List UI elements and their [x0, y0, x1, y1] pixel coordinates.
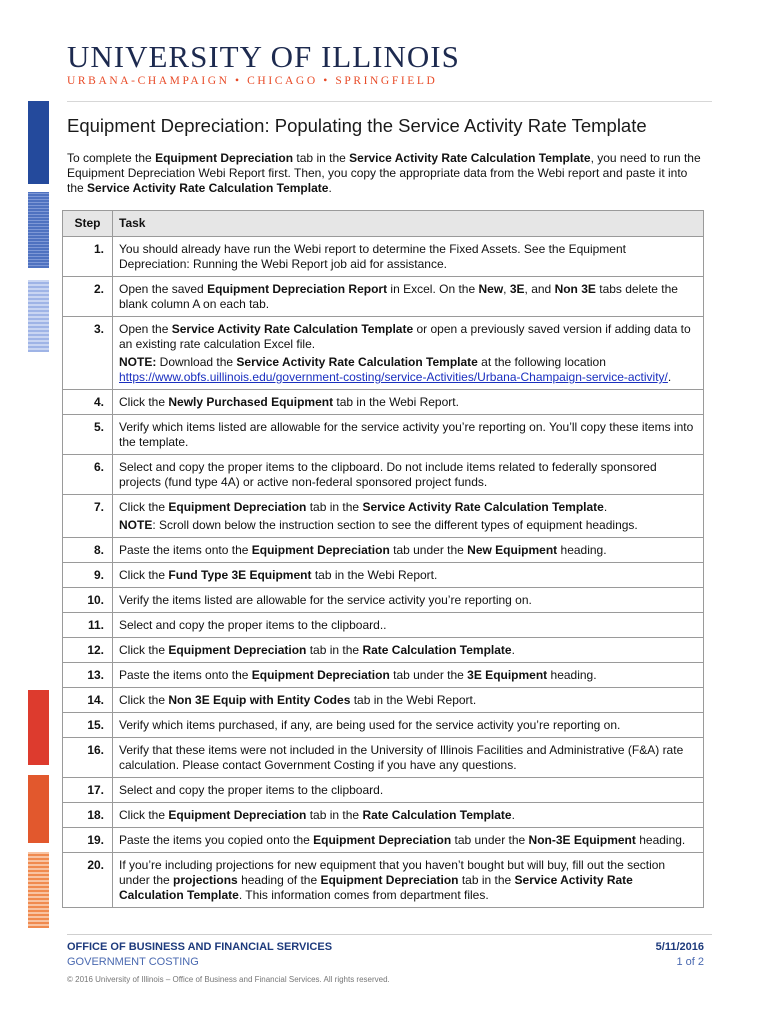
text-run: Download the	[156, 355, 237, 369]
decorative-bar	[28, 852, 49, 928]
task-text	[113, 317, 704, 390]
text-run: Click the	[119, 500, 169, 514]
bold-term: Equipment Depreciation	[313, 833, 452, 847]
text-run: tab in the Webi Report.	[350, 693, 477, 707]
footer-office-name: OFFICE OF BUSINESS AND FINANCIAL SERVICES	[67, 941, 333, 953]
university-logo	[67, 40, 460, 87]
task-text	[113, 588, 704, 613]
task-paragraph	[119, 833, 695, 848]
text-run: tab in the	[293, 151, 350, 165]
copyright-notice: © 2016 University of Illinois – Office of Business and Financial Services. All rights reserved.	[67, 975, 390, 984]
task-paragraph	[119, 718, 695, 733]
bold-term: Fund Type 3E Equipment	[168, 568, 312, 582]
text-run: in Excel. On the	[387, 282, 479, 296]
text-run: Open the	[119, 322, 172, 336]
text-run: Verify that these items were not included in the University of Illinois Facilities and Administrative (F&A) rate calculation. Please contact Government Costing if you have any questions.	[119, 743, 684, 772]
task-text	[113, 663, 704, 688]
task-text	[113, 638, 704, 663]
text-run: Select and copy the proper items to the clipboard.	[119, 783, 384, 797]
table-row	[63, 563, 704, 588]
steps-table	[62, 210, 704, 908]
bold-term: NOTE	[119, 518, 153, 532]
task-paragraph	[119, 500, 695, 515]
bold-term: Rate Calculation Template	[362, 643, 512, 657]
logo-campuses: URBANA-CHAMPAIGN • CHICAGO • SPRINGFIELD	[67, 75, 438, 87]
bold-term: Service Activity Rate Calculation Template	[349, 151, 591, 165]
template-download-link[interactable]: https://www.obfs.uillinois.edu/government-costing/service-Activities/Urbana-Champaign-service-activity/	[119, 370, 668, 384]
text-run: Paste the items you copied onto the	[119, 833, 314, 847]
column-header-task: Task	[113, 211, 704, 237]
bold-term: Equipment Depreciation	[251, 543, 390, 557]
text-run: heading.	[635, 833, 686, 847]
bold-term: Service Activity Rate Calculation Template	[87, 181, 329, 195]
task-paragraph	[119, 460, 695, 490]
table-row	[63, 588, 704, 613]
task-text	[113, 613, 704, 638]
table-row	[63, 613, 704, 638]
bold-term: Service Activity Rate Calculation Template	[171, 322, 414, 336]
text-run: Paste the items onto the	[119, 543, 252, 557]
table-row	[63, 738, 704, 778]
table-row	[63, 277, 704, 317]
step-number: 19.	[63, 828, 113, 853]
text-run: Click the	[119, 808, 169, 822]
text-run: .	[511, 643, 515, 657]
text-run: To complete the	[67, 151, 156, 165]
text-run: .	[511, 808, 515, 822]
text-run: Verify which items purchased, if any, are being used for the service activity you’re reporting on.	[119, 718, 621, 732]
step-number: 4.	[63, 390, 113, 415]
text-run: tab in the Webi Report.	[333, 395, 459, 409]
step-number: 16.	[63, 738, 113, 778]
table-row	[63, 853, 704, 908]
table-row	[63, 778, 704, 803]
footer-unit-name: GOVERNMENT COSTING	[67, 956, 199, 968]
task-paragraph	[119, 858, 695, 903]
column-header-step: Step	[63, 211, 113, 237]
text-run: tab under the	[389, 543, 468, 557]
text-run: tab under the	[389, 668, 468, 682]
task-paragraph	[119, 618, 695, 633]
text-run: tab in the	[458, 873, 515, 887]
decorative-bar	[28, 101, 49, 184]
bold-term: New	[478, 282, 504, 296]
bold-term: 3E Equipment	[467, 668, 548, 682]
bold-term: Newly Purchased Equipment	[168, 395, 334, 409]
footer-left	[67, 940, 332, 970]
step-number: 12.	[63, 638, 113, 663]
bold-term: Service Activity Rate Calculation Template	[236, 355, 478, 369]
text-run: Select and copy the proper items to the clipboard..	[119, 618, 387, 632]
steps-table-body	[63, 237, 704, 908]
bold-term: Service Activity Rate Calculation Template	[119, 873, 633, 902]
task-text	[113, 237, 704, 277]
table-row	[63, 495, 704, 538]
footer-divider	[67, 934, 712, 935]
step-number: 8.	[63, 538, 113, 563]
text-run: at the following location	[477, 355, 606, 369]
task-paragraph	[119, 395, 695, 410]
task-paragraph	[119, 282, 695, 312]
table-row	[63, 317, 704, 390]
text-run: or open a previously saved version if adding data to an existing rate calculation Excel file.	[119, 322, 691, 351]
decorative-bar	[28, 775, 49, 843]
step-number: 15.	[63, 713, 113, 738]
step-number: 6.	[63, 455, 113, 495]
logo-wordmark: UNIVERSITY OF ILLINOIS	[67, 39, 460, 74]
step-number: 17.	[63, 778, 113, 803]
bold-term: Non 3E	[554, 282, 596, 296]
task-text	[113, 455, 704, 495]
intro-paragraph	[67, 151, 707, 196]
task-text	[113, 277, 704, 317]
table-header-row	[63, 211, 704, 237]
task-text	[113, 563, 704, 588]
step-number: 11.	[63, 613, 113, 638]
table-row	[63, 828, 704, 853]
task-text	[113, 415, 704, 455]
text-run: Click the	[119, 643, 169, 657]
text-run: heading of the	[237, 873, 321, 887]
step-number: 13.	[63, 663, 113, 688]
bold-term: Equipment Depreciation	[155, 151, 294, 165]
text-run: Verify which items listed are allowable for the service activity you’re reporting on. You’ll copy these items into the template.	[119, 420, 694, 449]
footer-right	[656, 940, 704, 970]
task-paragraph	[119, 420, 695, 450]
header-divider	[67, 101, 712, 102]
table-row	[63, 688, 704, 713]
bold-term: Equipment Depreciation	[251, 668, 390, 682]
text-run: Paste the items onto the	[119, 668, 252, 682]
bold-term: Non-3E Equipment	[528, 833, 636, 847]
text-run: tab under the	[451, 833, 529, 847]
task-text	[113, 803, 704, 828]
bold-term: Equipment Depreciation Report	[207, 282, 388, 296]
text-run: tab in the	[306, 500, 363, 514]
step-number: 20.	[63, 853, 113, 908]
task-text	[113, 390, 704, 415]
task-paragraph	[119, 668, 695, 683]
bold-term: Service Activity Rate Calculation Template	[362, 500, 604, 514]
step-number: 5.	[63, 415, 113, 455]
task-text	[113, 778, 704, 803]
text-run: .	[667, 370, 672, 384]
text-run: : Scroll down below the instruction section to see the different types of equipment headings.	[152, 518, 638, 532]
task-paragraph	[119, 643, 695, 658]
task-text	[113, 738, 704, 778]
task-text	[113, 495, 704, 538]
text-run: tab in the	[306, 808, 363, 822]
text-run: , and	[524, 282, 555, 296]
page-title: Equipment Depreciation: Populating the Service Activity Rate Template	[67, 115, 647, 136]
text-run: You should already have run the Webi report to determine the Fixed Assets. See the Equipment Depreciation: Running the Webi Report job aid for assistance.	[119, 242, 626, 271]
bold-term: Equipment Depreciation	[168, 643, 307, 657]
step-number: 10.	[63, 588, 113, 613]
page-number: 1 of 2	[676, 956, 704, 968]
table-row	[63, 663, 704, 688]
bold-term: NOTE:	[119, 355, 157, 369]
text-run: .	[328, 181, 332, 195]
step-number: 3.	[63, 317, 113, 390]
table-row	[63, 415, 704, 455]
text-run: tab in the Webi Report.	[311, 568, 438, 582]
bold-term: 3E	[509, 282, 525, 296]
step-number: 9.	[63, 563, 113, 588]
bold-term: Equipment Depreciation	[168, 500, 307, 514]
table-row	[63, 638, 704, 663]
task-paragraph	[119, 355, 695, 385]
task-paragraph	[119, 322, 695, 352]
task-paragraph	[119, 808, 695, 823]
decorative-bar	[28, 280, 49, 352]
text-run: Click the	[119, 395, 169, 409]
step-number: 7.	[63, 495, 113, 538]
table-row	[63, 455, 704, 495]
bold-term: Rate Calculation Template	[362, 808, 512, 822]
table-row	[63, 390, 704, 415]
bold-term: New Equipment	[467, 543, 558, 557]
text-run: ,	[503, 282, 510, 296]
task-paragraph	[119, 783, 695, 798]
text-run: Click the	[119, 568, 169, 582]
task-text	[113, 713, 704, 738]
task-text	[113, 538, 704, 563]
step-number: 14.	[63, 688, 113, 713]
table-row	[63, 713, 704, 738]
text-run: heading.	[547, 668, 597, 682]
text-run: . This information comes from department files.	[238, 888, 489, 902]
bold-term: Non 3E Equip with Entity Codes	[168, 693, 351, 707]
text-run: .	[603, 500, 608, 514]
task-text	[113, 688, 704, 713]
text-run: tab in the	[306, 643, 363, 657]
text-run: , you need to run the Equipment Depreciation Webi Report first. Then, you copy the appropriate data from the Webi report and paste it into the	[67, 151, 701, 195]
bold-term: projections	[173, 873, 238, 887]
decorative-bar	[28, 690, 49, 765]
bold-term: Equipment Depreciation	[320, 873, 459, 887]
task-paragraph	[119, 593, 695, 608]
step-number: 1.	[63, 237, 113, 277]
step-number: 2.	[63, 277, 113, 317]
table-row	[63, 803, 704, 828]
task-paragraph	[119, 518, 695, 533]
text-run: tabs delete the blank column A on each tab.	[119, 282, 678, 311]
task-paragraph	[119, 543, 695, 558]
task-paragraph	[119, 743, 695, 773]
text-run: Click the	[119, 693, 169, 707]
footer-date: 5/11/2016	[655, 941, 704, 953]
task-text	[113, 828, 704, 853]
table-row	[63, 237, 704, 277]
text-run: heading.	[557, 543, 607, 557]
bold-term: Equipment Depreciation	[168, 808, 307, 822]
task-paragraph	[119, 693, 695, 708]
task-paragraph	[119, 242, 695, 272]
decorative-bar	[28, 192, 49, 268]
text-run: Open the saved	[119, 282, 208, 296]
step-number: 18.	[63, 803, 113, 828]
text-run: If you’re including projections for new equipment that you haven’t bought but will buy, fill out the section under the	[119, 858, 666, 887]
table-row	[63, 538, 704, 563]
task-text	[113, 853, 704, 908]
task-paragraph	[119, 568, 695, 583]
text-run: Verify the items listed are allowable for the service activity you’re reporting on.	[119, 593, 532, 607]
text-run: Select and copy the proper items to the clipboard. Do not include items related to federally sponsored projects (fund type 4A) or active non-federal sponsored project funds.	[119, 460, 657, 489]
